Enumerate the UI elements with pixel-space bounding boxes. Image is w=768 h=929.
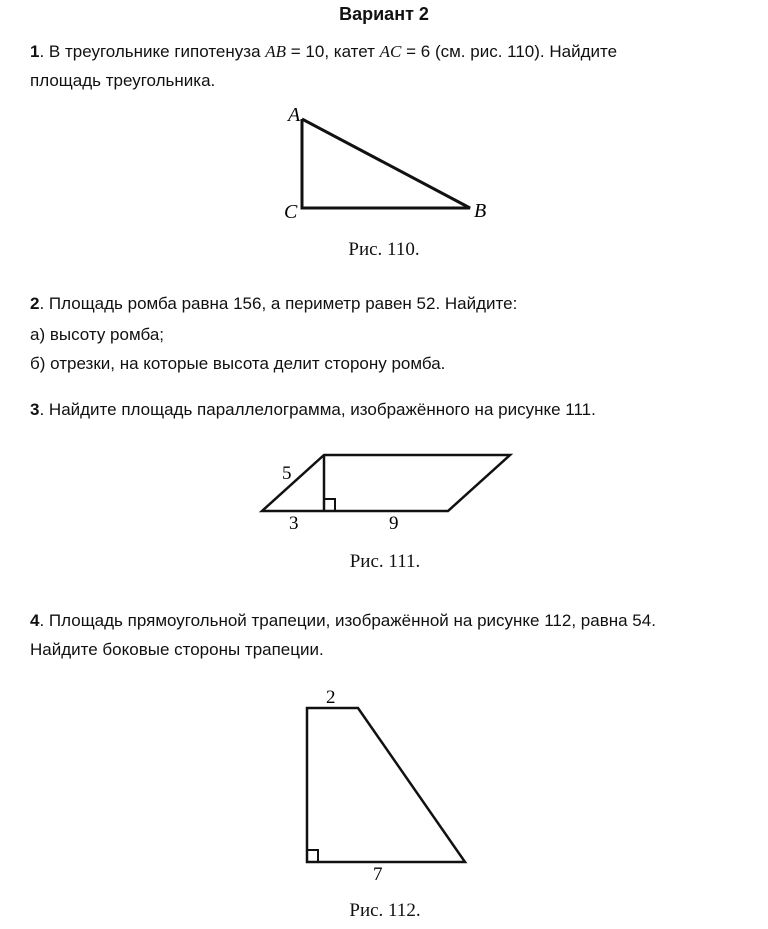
- figure-110: [284, 104, 486, 223]
- triangle-110: [302, 119, 470, 208]
- problem-1-text-a: . В треугольнике гипотенуза: [39, 42, 266, 61]
- figure-111-caption: Рис. 111.: [349, 551, 421, 572]
- figure-111: [262, 455, 510, 534]
- problem-1-text-c: = 6 (см. рис. 110). Найдите: [401, 42, 618, 61]
- problem-1-number: 1: [30, 42, 40, 61]
- problem-2-number: 2: [30, 294, 40, 313]
- problem-2: [30, 294, 517, 314]
- top-label-112: 2: [326, 687, 336, 708]
- variant-title: Вариант 2: [339, 4, 429, 24]
- trapezoid-112: [307, 708, 465, 862]
- figure-110-caption: Рис. 110.: [348, 239, 420, 260]
- base-right-label-111: 9: [389, 513, 399, 534]
- parallelogram-111: [262, 455, 510, 511]
- problem-4: [30, 606, 745, 664]
- vertex-a-label: A: [288, 104, 301, 126]
- problem-4-line1: . Площадь прямоугольной трапеции, изображённой на рисунке 112, равна 54.: [39, 611, 656, 630]
- figure-112-caption: Рис. 112.: [349, 900, 421, 921]
- base-left-label-111: 3: [289, 513, 299, 534]
- problem-1-ab: AB: [265, 42, 287, 61]
- problem-1-line2: площадь треугольника.: [30, 71, 216, 90]
- problem-4-line2: Найдите боковые стороны трапеции.: [30, 640, 324, 659]
- vertex-c-label: C: [284, 201, 298, 223]
- right-angle-mark-111: [324, 499, 335, 511]
- problem-2-item-a: а) высоту ромба;: [30, 325, 164, 344]
- figure-112: [307, 687, 465, 885]
- problem-3-text: . Найдите площадь параллелограмма, изображённого на рисунке 111.: [39, 400, 596, 419]
- problem-3-number: 3: [30, 400, 40, 419]
- bottom-label-112: 7: [373, 864, 383, 885]
- problem-2-text: . Площадь ромба равна 156, а периметр равен 52. Найдите:: [39, 294, 518, 313]
- problem-4-number: 4: [30, 611, 40, 630]
- right-angle-mark-112: [307, 850, 318, 862]
- problem-2-item-b: б) отрезки, на которые высота делит сторону ромба.: [30, 354, 446, 373]
- problem-1-ac: AC: [379, 42, 402, 61]
- vertex-b-label: B: [474, 200, 487, 222]
- problem-1-text-b: = 10, катет: [286, 42, 380, 61]
- side-label-111: 5: [282, 463, 292, 484]
- problem-3: [30, 400, 596, 420]
